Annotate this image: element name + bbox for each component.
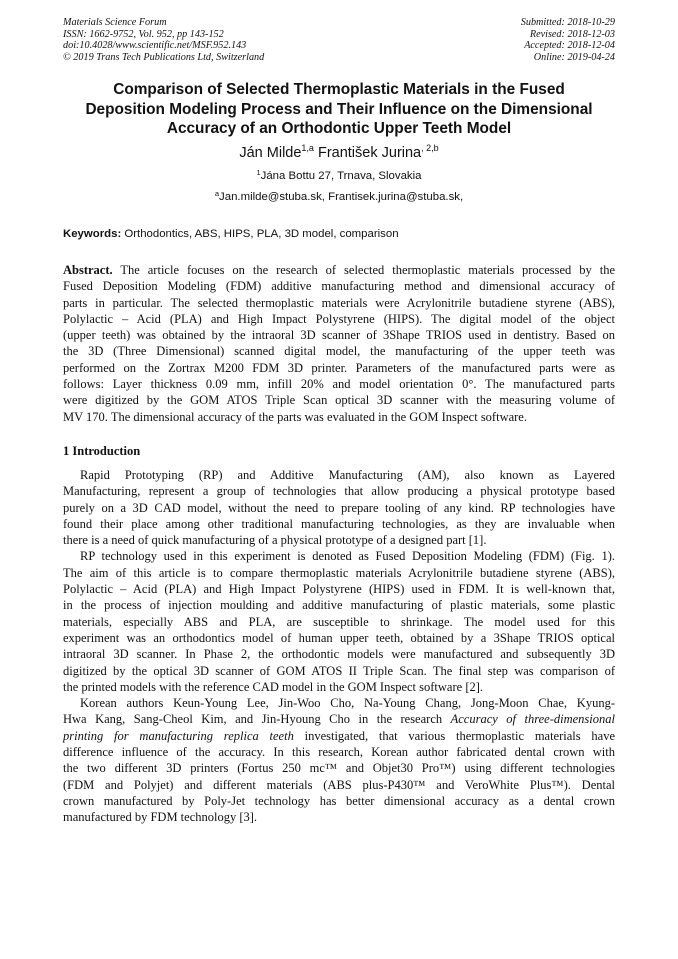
- author-list: [0, 145, 678, 161]
- affiliation-mark: 1: [256, 168, 261, 177]
- abstract-line: Fused Deposition Modeling (FDM) additive manufacturing method and dimensional accuracy of: [63, 279, 615, 294]
- abstract-line: Abstract. The article focuses on the research of selected thermoplastic materials processed by the: [63, 263, 615, 277]
- paragraph-line: experiment was an orthodontics model of human upper teeth, obtained by a 3Shape TRIOS optical: [63, 630, 615, 645]
- cited-title: printing for manufacturing replica teeth: [63, 728, 294, 743]
- paragraph-line: the printed models with the reference CAD model in the GOM Inspect software [2].: [63, 679, 484, 694]
- journal-name: Materials Science Forum: [63, 17, 167, 28]
- keywords-text: Orthodontics, ABS, HIPS, PLA, 3D model, comparison: [121, 228, 399, 240]
- journal-info: [63, 17, 264, 63]
- journal-doi: doi:10.4028/www.scientific.net/MSF.952.143: [63, 40, 247, 52]
- section-heading: 1 Introduction: [63, 444, 141, 458]
- submitted-date: Submitted: 2018-10-29: [520, 17, 615, 28]
- paragraph-line: the two different 3D printers (Fortus 250 mc™ and Objet30 Pro™) using different technologies: [63, 761, 615, 776]
- paragraph-line: in the process of injection moulding and additive manufacturing of plastic materials, some plastic: [63, 598, 615, 613]
- email-text: Jan.milde@stuba.sk, Frantisek.jurina@stuba.sk,: [219, 191, 464, 203]
- paragraph-line: crown manufactured by Poly-Jet technology has better dimensional accuracy as a dental crown: [63, 793, 615, 808]
- introduction-body: [63, 467, 615, 826]
- paragraph-line: digitized by the optical 3D scanner of GOM ATOS II Triple Scan. The final step was comparison of: [63, 663, 615, 678]
- abstract-line: follows: Layer thickness 0.09 mm, infill 20% and model orientation 0°. The manufactured parts: [63, 377, 615, 392]
- abstract: [63, 262, 615, 425]
- abstract-line: parts in particular. The selected thermoplastic materials were Acrylonitrile butadiene styrene (ABS),: [63, 295, 615, 310]
- keywords: [63, 228, 615, 240]
- affiliation-emails: [0, 191, 678, 203]
- author-name: Ján Milde: [239, 145, 302, 161]
- paragraph-line: Korean authors Keun-Young Lee, Jin-Woo Cho, Na-Young Chang, Jong-Moon Chae, Kyung-: [80, 696, 615, 711]
- journal-issn: ISSN: 1662-9752, Vol. 952, pp 143-152: [63, 28, 224, 40]
- publication-dates: [521, 17, 615, 63]
- keywords-label: Keywords:: [63, 228, 122, 240]
- email-mark: a: [214, 189, 220, 198]
- paragraph-line: Rapid Prototyping (RP) and Additive Manufacturing (AM), also known as Layered: [80, 468, 615, 482]
- journal-copyright: © 2019 Trans Tech Publications Ltd, Switzerland: [63, 51, 265, 63]
- accepted-date: Accepted: 2018-12-04: [524, 40, 615, 52]
- author-name: František Jurina: [317, 145, 422, 161]
- abstract-line: were digitized by the GOM ATOS Triple Scan optical 3D scanner with the measuring volume of: [63, 393, 615, 408]
- paragraph-line: printing for manufacturing replica teeth investigated, that various thermoplastic materials have: [63, 728, 615, 743]
- author-affiliation-mark: , 2,b: [421, 143, 439, 153]
- title-line: Deposition Modeling Process and Their Influence on the Dimensional: [85, 100, 593, 118]
- paragraph-line: purely on a 3D CAD model, without the need to prepare tooling of any kind. RP technologies have: [63, 500, 615, 515]
- abstract-label: Abstract.: [63, 263, 113, 277]
- abstract-line: (upper teeth) was obtained by the intraoral 3D scanner of 3Shape TRIOS used in dentistry. Based on: [63, 328, 615, 343]
- online-date: Online: 2019-04-24: [533, 51, 615, 63]
- paragraph-line: The aim of this article is to compare thermoplastic materials Acrylonitrile butadiene styrene (ABS),: [63, 565, 615, 580]
- paragraph-line: materials, especially ABS and PLA, are susceptible to shrinkage. The model used for this: [63, 614, 615, 629]
- paragraph-line: difference influence of the accuracy. In this research, Korean author fabricated dental crown with: [63, 745, 615, 760]
- paragraph-line: (FDM and Polyjet) and different materials (ABS plus-P430™ and VeroWhite Plus™). Dental: [63, 777, 615, 792]
- author-affiliation-mark: 1,a: [301, 143, 314, 153]
- paragraph-line: RP technology used in this experiment is denoted as Fused Deposition Modeling (FDM) (Fig. 1).: [80, 549, 615, 564]
- paragraph-line: Polylactic – Acid (PLA) and High Impact Polystyrene (HIPS) used in FDM. It is well-known that,: [63, 582, 615, 597]
- paragraph-line: found their place among other traditional manufacturing technologies, as they are invaluable when: [63, 516, 615, 531]
- affiliation-address: [0, 170, 678, 182]
- paper-title: [50, 80, 628, 139]
- title-line: Comparison of Selected Thermoplastic Materials in the Fused: [113, 81, 565, 98]
- cited-title: Accuracy of three-dimensional: [450, 712, 615, 727]
- revised-date: Revised: 2018-12-03: [529, 28, 615, 40]
- abstract-line: Polylactic – Acid (PLA) and High Impact Polystyrene (HIPS). The digital model of the object: [63, 311, 615, 326]
- paragraph-line: there is a need of quick manufacturing of a physical prototype of a designed part [1].: [63, 533, 487, 548]
- paragraph-line: intraoral 3D scanner. In Phase 2, the orthodontic models were manufactured and subsequently 3D: [63, 647, 615, 662]
- affiliation-text: Jána Bottu 27, Trnava, Slovakia: [260, 170, 422, 182]
- abstract-line: MV 170. The dimensional accuracy of the parts was evaluated in the GOM Inspect software.: [63, 409, 527, 424]
- abstract-line: performed on the Zortrax M200 FDM 3D printer. Parameters of the manufactured parts were as: [63, 360, 615, 375]
- paragraph-line: manufactured by FDM technology [3].: [63, 810, 258, 825]
- paragraph-line: Hwa Kang, Sang-Cheol Kim, and Jin-Hyoung Cho in the research Accuracy of three-dimensional: [63, 712, 615, 727]
- title-line: Accuracy of an Orthodontic Upper Teeth Model: [166, 120, 512, 137]
- abstract-line: the 3D (Three Dimensional) scanned digital model, the manufacturing of the upper teeth was: [63, 344, 615, 359]
- paragraph-line: Manufacturing, represent a group of technologies that allow producing a physical prototype based: [63, 484, 615, 499]
